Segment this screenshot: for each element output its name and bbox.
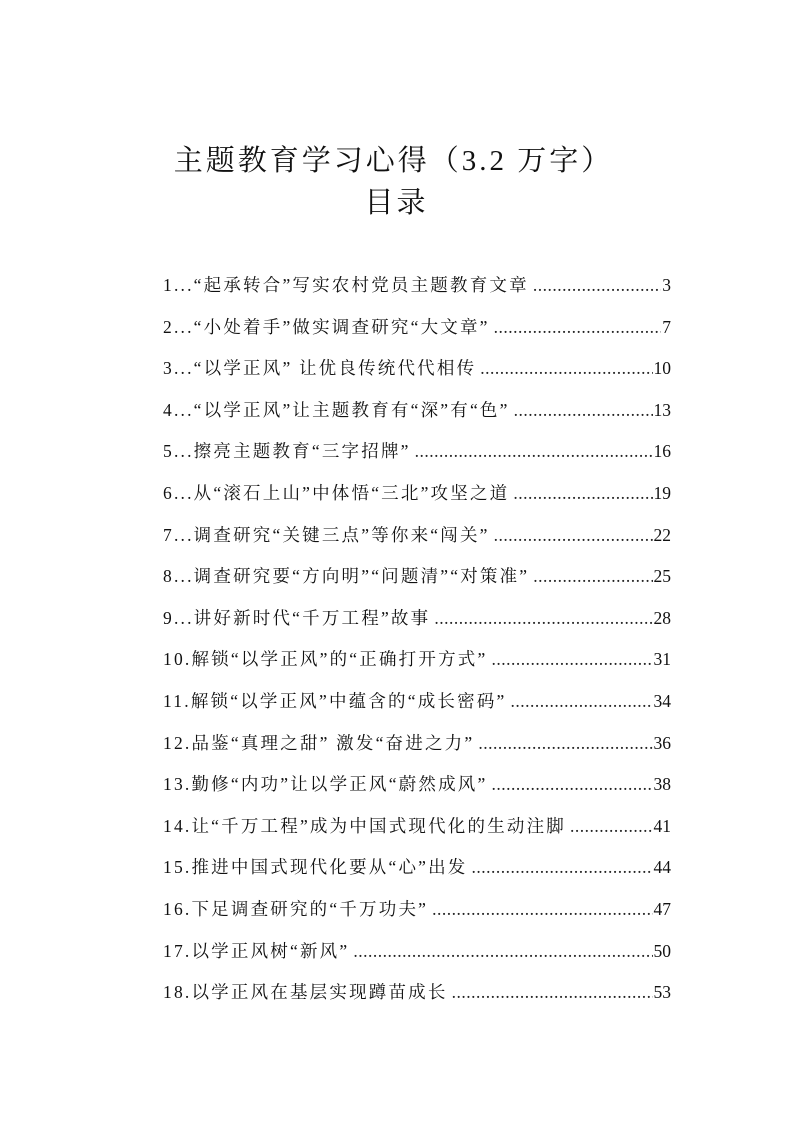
dot-leader bbox=[432, 899, 652, 920]
toc-entry-title: 10.解锁“以学正风”的“正确打开方式” bbox=[163, 649, 488, 670]
toc-entry-1[interactable] bbox=[163, 272, 671, 314]
toc-entry-title: 5...擦亮主题教育“三字招牌” bbox=[163, 441, 411, 462]
toc-entry-title: 11.解锁“以学正风”中蕴含的“成长密码” bbox=[163, 690, 507, 711]
toc-page-number: 47 bbox=[653, 898, 671, 919]
dot-leader bbox=[452, 982, 653, 1003]
toc-page-number: 7 bbox=[662, 316, 671, 337]
toc-entry-title: 16.下足调查研究的“千万功夫” bbox=[163, 898, 429, 919]
dot-leader bbox=[511, 691, 653, 712]
toc-page-number: 38 bbox=[653, 774, 671, 795]
toc-page-number: 28 bbox=[653, 607, 671, 628]
dot-leader bbox=[472, 857, 653, 878]
toc-entry-6[interactable] bbox=[163, 480, 671, 522]
dot-leader bbox=[491, 774, 652, 795]
dot-leader bbox=[353, 941, 652, 962]
document-title-text: 主题教育学习心得（3.2 万字） bbox=[173, 145, 614, 177]
dot-leader bbox=[480, 358, 652, 379]
document-title bbox=[0, 138, 793, 179]
toc-entry-title: 13.勤修“内功”让以学正风“蔚然成风” bbox=[163, 774, 488, 795]
toc-page-number: 22 bbox=[653, 524, 671, 545]
dot-leader bbox=[478, 733, 652, 754]
toc-page-number: 25 bbox=[653, 566, 671, 587]
toc-entry-4[interactable] bbox=[163, 397, 671, 439]
toc-page-number: 34 bbox=[653, 690, 671, 711]
toc-entry-18[interactable] bbox=[163, 979, 671, 1021]
toc-entry-title: 15.推进中国式现代化要从“心”出发 bbox=[163, 857, 468, 878]
toc-page-number: 36 bbox=[653, 732, 671, 753]
toc-entry-17[interactable] bbox=[163, 938, 671, 980]
toc-entry-16[interactable] bbox=[163, 896, 671, 938]
toc-entry-8[interactable] bbox=[163, 563, 671, 605]
toc-entry-13[interactable] bbox=[163, 771, 671, 813]
dot-leader bbox=[494, 525, 653, 546]
toc-entry-2[interactable] bbox=[163, 314, 671, 356]
toc-page-number: 10 bbox=[653, 358, 671, 379]
dot-leader bbox=[494, 317, 662, 338]
toc-page-number: 31 bbox=[653, 649, 671, 670]
dot-leader bbox=[533, 566, 652, 587]
toc-entry-10[interactable] bbox=[163, 646, 671, 688]
toc-entry-title: 1...“起承转合”写实农村党员主题教育文章 bbox=[163, 275, 529, 295]
toc-entry-title: 2...“小处着手”做实调查研究“大文章” bbox=[163, 316, 490, 337]
toc-entry-3[interactable] bbox=[163, 355, 671, 397]
toc-page-number: 50 bbox=[653, 940, 671, 961]
toc-page-number: 41 bbox=[653, 815, 671, 836]
toc-entry-title: 4...“以学正风”让主题教育有“深”有“色” bbox=[163, 399, 510, 420]
dot-leader bbox=[514, 400, 653, 421]
table-of-contents bbox=[163, 272, 671, 1021]
dot-leader bbox=[434, 608, 652, 629]
toc-heading: 目录 bbox=[364, 187, 429, 219]
toc-entry-title: 3...“以学正风” 让优良传统代代相传 bbox=[163, 358, 477, 379]
toc-entry-title: 14.让“千万工程”成为中国式现代化的生动注脚 bbox=[163, 815, 567, 836]
toc-entry-title: 7...调查研究“关键三点”等你来“闯关” bbox=[163, 524, 490, 545]
dot-leader bbox=[513, 483, 652, 504]
toc-page-number: 16 bbox=[653, 441, 671, 462]
toc-entry-5[interactable] bbox=[163, 438, 671, 480]
toc-entry-9[interactable] bbox=[163, 605, 671, 647]
toc-entry-title: 8...调查研究要“方向明”“问题清”“对策准” bbox=[163, 566, 530, 587]
toc-page-number: 13 bbox=[653, 399, 671, 420]
toc-entry-title: 9...讲好新时代“千万工程”故事 bbox=[163, 607, 431, 628]
toc-entry-title: 17.以学正风树“新风” bbox=[163, 940, 350, 961]
dot-leader bbox=[570, 816, 652, 837]
toc-page-number: 3 bbox=[662, 275, 671, 295]
toc-page-number: 44 bbox=[653, 857, 671, 878]
toc-entry-title: 18.以学正风在基层实现蹲苗成长 bbox=[163, 982, 448, 1003]
toc-page-number: 19 bbox=[653, 482, 671, 503]
toc-entry-15[interactable] bbox=[163, 854, 671, 896]
toc-entry-14[interactable] bbox=[163, 813, 671, 855]
toc-entry-title: 6...从“滚石上山”中体悟“三北”攻坚之道 bbox=[163, 482, 510, 503]
toc-entry-12[interactable] bbox=[163, 730, 671, 772]
toc-entry-7[interactable] bbox=[163, 522, 671, 564]
dot-leader bbox=[491, 649, 652, 670]
toc-entry-title: 12.品鉴“真理之甜” 激发“奋进之力” bbox=[163, 732, 475, 753]
toc-entry-11[interactable] bbox=[163, 688, 671, 730]
dot-leader bbox=[533, 275, 661, 296]
toc-page-number: 53 bbox=[653, 982, 671, 1003]
dot-leader bbox=[415, 441, 653, 462]
